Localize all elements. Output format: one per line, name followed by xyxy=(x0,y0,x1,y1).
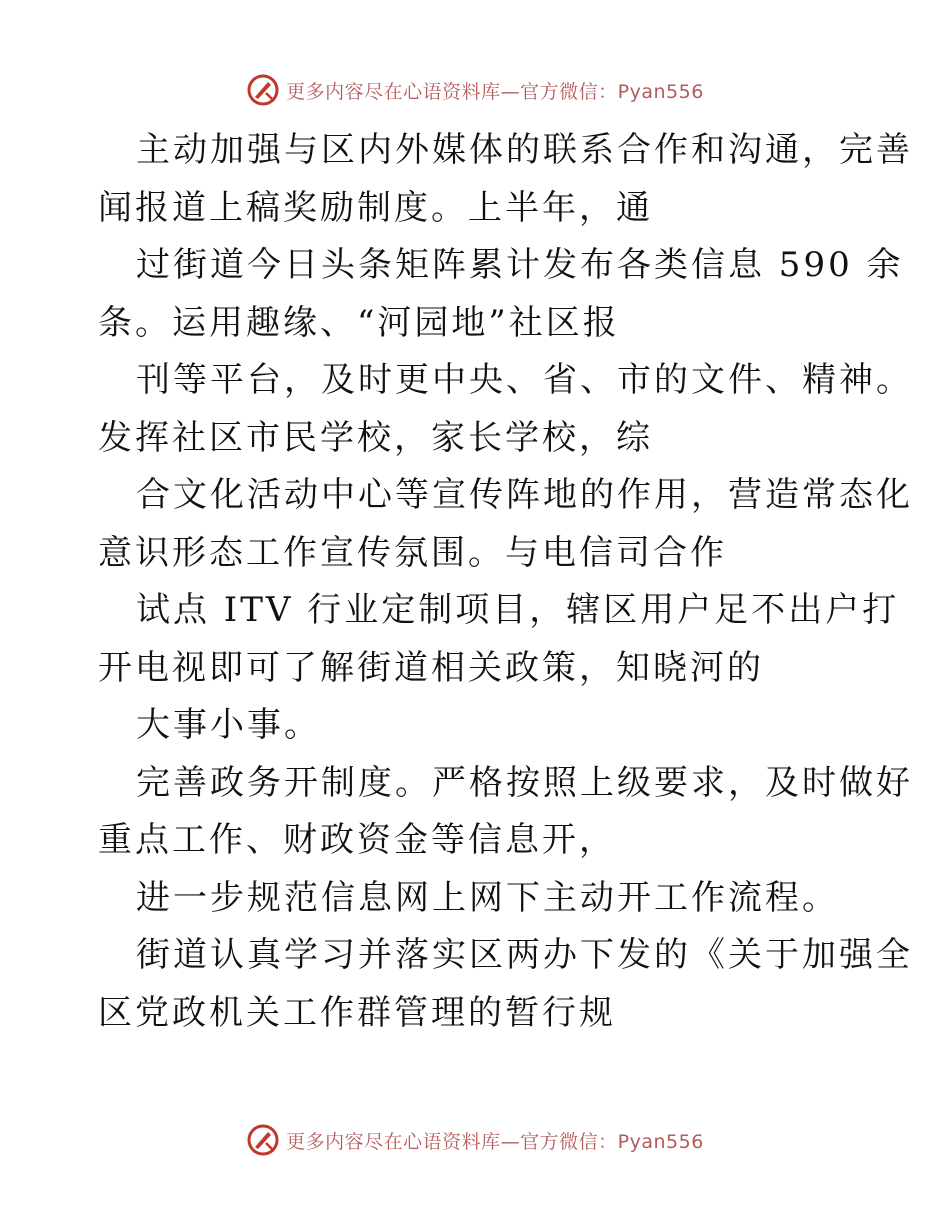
footer-banner xyxy=(0,1120,950,1160)
body-line: 重点工作、财政资金等信息开， xyxy=(98,820,616,860)
body-line: 刊等平台，及时更中央、省、市的文件、精神。 xyxy=(136,360,913,400)
body-line: 过街道今日头条矩阵累计发布各类信息 590 余 xyxy=(136,245,904,285)
body-line: 大事小事。 xyxy=(136,705,321,745)
body-line: 完善政务开制度。严格按照上级要求，及时做好 xyxy=(136,762,913,803)
body-line: 闻报道上稿奖励制度。上半年，通 xyxy=(98,187,653,228)
header-banner xyxy=(0,70,950,110)
header-banner-text: 更多内容尽在心语资料库—官方微信：Pyan556 xyxy=(286,80,704,103)
body-line: 街道认真学习并落实区两办下发的《关于加强全 xyxy=(136,935,913,975)
footer-banner-text: 更多内容尽在心语资料库—官方微信：Pyan556 xyxy=(286,1130,704,1153)
document-body xyxy=(98,122,913,1042)
body-line: 意识形态工作宣传氛围。与电信司合作 xyxy=(98,532,727,573)
body-line: 试点 ITV 行业定制项目，辖区用户足不出户打 xyxy=(136,590,900,630)
red-circle-quill-logo-icon xyxy=(246,73,280,107)
body-line: 进一步规范信息网上网下主动开工作流程。 xyxy=(136,877,839,918)
body-line: 合文化活动中心等宣传阵地的作用，营造常态化 xyxy=(136,475,913,515)
body-line: 条。运用趣缘、“河园地”社区报 xyxy=(98,302,620,343)
body-line: 区党政机关工作群管理的暂行规 xyxy=(98,992,616,1033)
body-line: 发挥社区市民学校，家长学校，综 xyxy=(98,417,653,458)
body-line: 开电视即可了解街道相关政策，知晓河的 xyxy=(98,647,764,688)
body-line: 主动加强与区内外媒体的联系合作和沟通，完善 xyxy=(136,130,913,170)
red-circle-quill-logo-icon xyxy=(246,1123,280,1157)
